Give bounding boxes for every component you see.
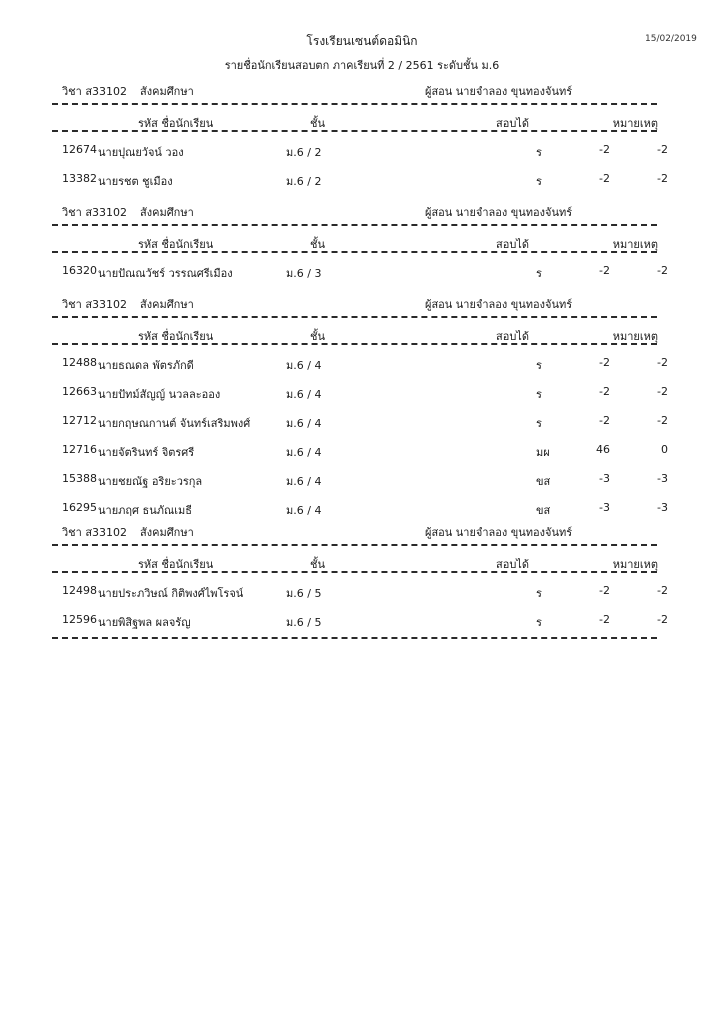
header-divider-bottom xyxy=(52,251,657,253)
col-class: ชั้น xyxy=(310,558,325,571)
col-result: สอบได้ xyxy=(496,330,529,343)
teacher-name: ผู้สอน นายจำลอง ขุนทองจันทร์ xyxy=(425,298,573,311)
student-name: นายประภวิษณ์ กิติพงศ์ไพโรจน์ xyxy=(98,587,244,600)
student-class: ม.6 / 2 xyxy=(286,175,322,188)
student-row xyxy=(0,264,724,293)
student-result: ร xyxy=(536,146,542,159)
student-id: 12712 xyxy=(62,414,97,427)
col-note: หมายเหตุ xyxy=(612,330,658,343)
subject-code: วิชา ส33102 xyxy=(62,206,128,219)
student-class: ม.6 / 4 xyxy=(286,388,322,401)
student-result: ร xyxy=(536,587,542,600)
subject-section xyxy=(0,82,724,188)
school-name: โรงเรียนเซนต์ดอมินิก xyxy=(306,34,418,48)
header-divider-top xyxy=(52,103,657,105)
student-result: ขส xyxy=(536,504,551,517)
teacher-name: ผู้สอน นายจำลอง ขุนทองจันทร์ xyxy=(425,206,573,219)
col-note: หมายเหตุ xyxy=(612,117,658,130)
student-class: ม.6 / 3 xyxy=(286,267,322,280)
student-score: -2 xyxy=(599,264,610,277)
student-name: นายกฤษณกานต์ จันทร์เสริมพงศ์ xyxy=(98,417,251,430)
student-result: ขส xyxy=(536,475,551,488)
student-class: ม.6 / 4 xyxy=(286,475,322,488)
subject-code: วิชา ส33102 xyxy=(62,85,128,98)
subject-section xyxy=(0,295,724,517)
student-id: 12488 xyxy=(62,356,97,369)
student-score: -2 xyxy=(599,385,610,398)
col-class: ชั้น xyxy=(310,238,325,251)
report-title: รายชื่อนักเรียนสอบตก ภาคเรียนที่ 2 / 2561 ระดับชั้น ม.6 xyxy=(224,59,500,72)
student-id: 16295 xyxy=(62,501,97,514)
subject-section xyxy=(0,523,724,629)
student-name: นายพิสิฐพล ผลจรัญ xyxy=(98,616,191,629)
student-row xyxy=(0,443,724,472)
subject-name: สังคมศึกษา xyxy=(140,85,194,98)
student-result: ร xyxy=(536,175,542,188)
student-id: 12716 xyxy=(62,443,97,456)
student-id: 16320 xyxy=(62,264,97,277)
student-score: -2 xyxy=(599,613,610,626)
subject-code: วิชา ส33102 xyxy=(62,526,128,539)
student-class: ม.6 / 4 xyxy=(286,359,322,372)
student-note: -2 xyxy=(657,172,668,185)
student-class: ม.6 / 5 xyxy=(286,587,322,600)
student-score: -2 xyxy=(599,143,610,156)
student-score: -2 xyxy=(599,584,610,597)
col-result: สอบได้ xyxy=(496,238,529,251)
col-id-name: รหัส ชื่อนักเรียน xyxy=(138,558,214,571)
col-result: สอบได้ xyxy=(496,558,529,571)
student-score: -2 xyxy=(599,356,610,369)
subject-name: สังคมศึกษา xyxy=(140,298,194,311)
student-name: นายปุณยวัจน์ วอง xyxy=(98,146,184,159)
student-row xyxy=(0,472,724,501)
student-class: ม.6 / 4 xyxy=(286,504,322,517)
student-result: ร xyxy=(536,267,542,280)
student-name: นายชยณัฐ อริยะวรกุล xyxy=(98,475,203,488)
student-id: 12674 xyxy=(62,143,97,156)
col-id-name: รหัส ชื่อนักเรียน xyxy=(138,117,214,130)
student-score: -2 xyxy=(599,414,610,427)
student-id: 12596 xyxy=(62,613,97,626)
col-class: ชั้น xyxy=(310,117,325,130)
student-result: มผ xyxy=(536,446,550,459)
student-note: 0 xyxy=(661,443,668,456)
student-name: นายปัณณวัชร์ วรรณศรีเมือง xyxy=(98,267,233,280)
col-result: สอบได้ xyxy=(496,117,529,130)
student-score: -3 xyxy=(599,472,610,485)
student-note: -2 xyxy=(657,356,668,369)
student-score: -2 xyxy=(599,172,610,185)
header-divider-top xyxy=(52,544,657,546)
col-id-name: รหัส ชื่อนักเรียน xyxy=(138,330,214,343)
student-note: -2 xyxy=(657,385,668,398)
student-id: 12498 xyxy=(62,584,97,597)
col-note: หมายเหตุ xyxy=(612,558,658,571)
student-row xyxy=(0,172,724,201)
student-id: 15388 xyxy=(62,472,97,485)
student-id: 13382 xyxy=(62,172,97,185)
end-divider xyxy=(52,637,657,639)
col-class: ชั้น xyxy=(310,330,325,343)
student-note: -2 xyxy=(657,613,668,626)
student-class: ม.6 / 2 xyxy=(286,146,322,159)
print-date: 15/02/2019 xyxy=(645,34,697,44)
student-name: นายภฤศ ธนภัณเมธี xyxy=(98,504,192,517)
header-divider-bottom xyxy=(52,571,657,573)
col-note: หมายเหตุ xyxy=(612,238,658,251)
student-name: นายธณดล พัตรภักดี xyxy=(98,359,194,372)
subject-name: สังคมศึกษา xyxy=(140,206,194,219)
student-name: นายรชต ชูเมือง xyxy=(98,175,173,188)
col-id-name: รหัส ชื่อนักเรียน xyxy=(138,238,214,251)
header-divider-top xyxy=(52,316,657,318)
student-note: -3 xyxy=(657,501,668,514)
student-result: ร xyxy=(536,388,542,401)
student-class: ม.6 / 4 xyxy=(286,446,322,459)
student-name: นายปัทม์สัญญ์ นวลละออง xyxy=(98,388,221,401)
student-note: -3 xyxy=(657,472,668,485)
student-id: 12663 xyxy=(62,385,97,398)
subject-section xyxy=(0,203,724,293)
student-note: -2 xyxy=(657,143,668,156)
student-name: นายจัตรินทร์ จิตรศรี xyxy=(98,446,195,459)
teacher-name: ผู้สอน นายจำลอง ขุนทองจันทร์ xyxy=(425,85,573,98)
header-divider-bottom xyxy=(52,130,657,132)
subject-code: วิชา ส33102 xyxy=(62,298,128,311)
header-divider-bottom xyxy=(52,343,657,345)
student-note: -2 xyxy=(657,584,668,597)
student-row xyxy=(0,385,724,414)
teacher-name: ผู้สอน นายจำลอง ขุนทองจันทร์ xyxy=(425,526,573,539)
student-row xyxy=(0,584,724,613)
student-row xyxy=(0,414,724,443)
student-row xyxy=(0,356,724,385)
header-divider-top xyxy=(52,224,657,226)
student-row xyxy=(0,143,724,172)
subject-name: สังคมศึกษา xyxy=(140,526,194,539)
student-note: -2 xyxy=(657,264,668,277)
student-score: -3 xyxy=(599,501,610,514)
student-result: ร xyxy=(536,616,542,629)
student-class: ม.6 / 5 xyxy=(286,616,322,629)
student-score: 46 xyxy=(596,443,610,456)
student-class: ม.6 / 4 xyxy=(286,417,322,430)
student-result: ร xyxy=(536,417,542,430)
student-result: ร xyxy=(536,359,542,372)
student-note: -2 xyxy=(657,414,668,427)
